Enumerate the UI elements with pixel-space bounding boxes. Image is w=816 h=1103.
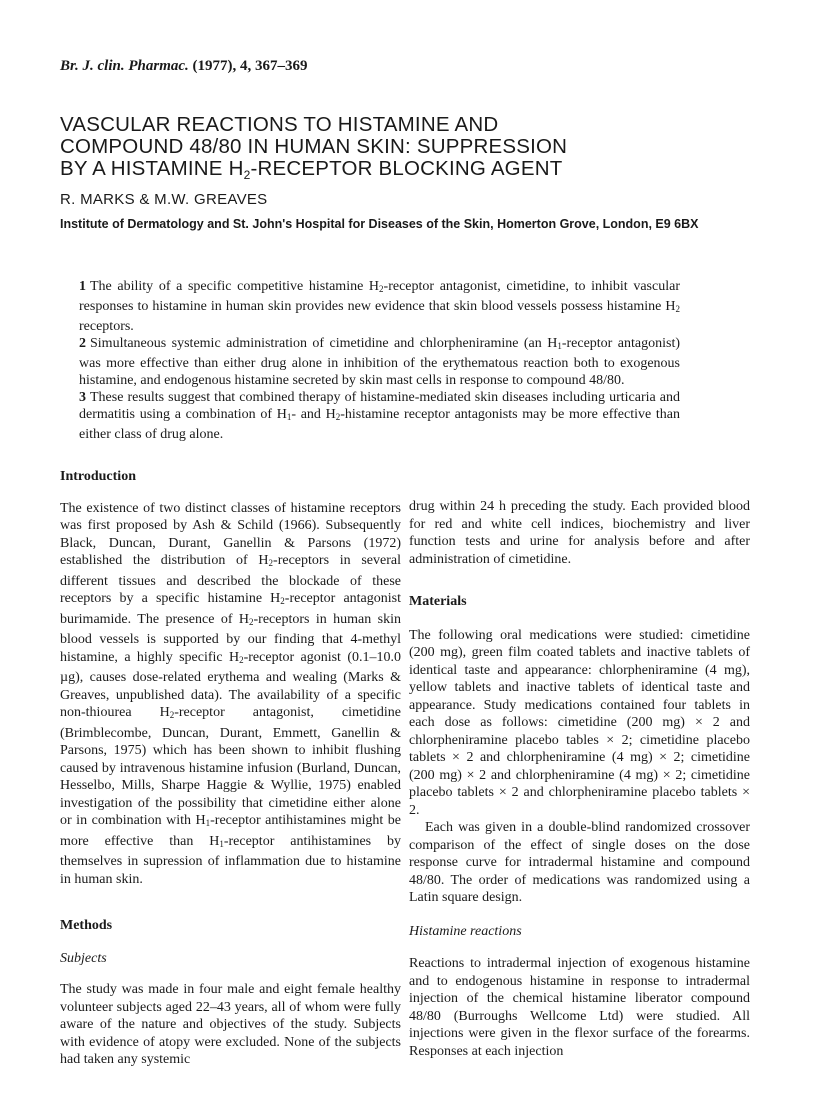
author-list: R. MARKS & M.W. GREAVES [60, 191, 268, 208]
subjects-paragraph: The study was made in four male and eight female healthy volunteer subjects aged 22–43 years, all of whom were fully aware of the nature and objectives of the study. Subjects with evidence of atopy were excluded. None of the subjects had taken any systemic [60, 982, 401, 1067]
title-line-2: COMPOUND 48/80 IN HUMAN SKIN: SUPPRESSION [60, 135, 568, 158]
materials-heading: Materials [409, 594, 467, 609]
materials-paragraph-1: The following oral medications were studied: cimetidine (200 mg), green film coated tablets and inactive tablets of identical taste and appearance: chlorpheniramine (4 mg), yellow tablets and inactive tablets of identical taste and appearance. Study medications contained four tablets in each dose as follows: cimetidine (200 mg) × 2 and chlorpheniramine placebo tables × 2; cimetidine placebo tablets × 2 and chlorpheniramine (4 mg) × 2; cimetidine (200 mg) × 2 and chlorpheniramine (4 mg) × 2; cimetidine placebo tablets × 2 and chlorpheniramine placebo tablets × 2. [409, 627, 750, 818]
right-column [409, 498, 750, 1060]
journal-name: Br. J. clin. Pharmac. [60, 58, 189, 74]
title-line-1: VASCULAR REACTIONS TO HISTAMINE AND [60, 113, 499, 136]
title-line-3: BY A HISTAMINE H2-RECEPTOR BLOCKING AGENT [60, 157, 563, 182]
summary [79, 278, 680, 443]
article-title [60, 114, 760, 186]
histamine-reactions-paragraph: Reactions to intradermal injection of exogenous histamine and to endogenous histamine in response to intradermal injection of the chemical histamine liberator compound 48/80 (Burroughs Wellcome Ltd) were studied. All injections were given in the flexor surface of the forearms. Responses at each injection [409, 956, 750, 1059]
summary-point-1: 1 The ability of a specific competitive histamine $H_2$-receptor antagonist, cimetidine, to inhibit vascular responses to histamine in human skin provides new evidence that skin blood vessels possess histamine $H_2$ receptors. [79, 279, 680, 334]
histamine-reactions-heading: Histamine reactions [409, 923, 522, 939]
materials-paragraph-2: Each was given in a double-blind randomized crossover comparison of the effect of single doses on the dose response curve for intradermal histamine and compound 48/80. The order of medications was randomized using a Latin square design. [409, 820, 750, 905]
affiliation: Institute of Dermatology and St. John's Hospital for Diseases of the Skin, Homerton Grove, London, E9 6BX [60, 217, 699, 231]
left-column [60, 468, 401, 1069]
subjects-heading: Subjects [60, 950, 107, 966]
journal-citation: (1977), 4, 367–369 [192, 58, 308, 74]
summary-point-3: 3 These results suggest that combined therapy of histamine-mediated skin diseases including urticaria and dermatitis using a combination of $H_1-$ and $H_2$-histamine receptor antagonists may be more effective than either class of drug alone. [79, 390, 681, 442]
journal-reference [60, 58, 308, 75]
introduction-heading: Introduction [60, 469, 136, 484]
subjects-continuation: drug within 24 h preceding the study. Each provided blood for red and white cell indices, biochemistry and liver function tests and urine for analysis before and after administration of cimetidine. [409, 499, 750, 567]
introduction-paragraph: The existence of two distinct classes of histamine receptors was first proposed by Ash & Schild (1966). Subsequently Black, Duncan, Durant, Ganellin & Parsons (1972) established the distribution of $H_2$-receptors in several different tissues and described the blockade of these receptors by a specific histamine $H_2$-receptor antagonist burimamide. The presence of $H_2$-receptors in human skin blood vessels is supported by our finding that 4-methyl histamine, a highly specific $H_2$-receptor agonist (0.1–10.0 µg), causes dose-related erythema and wealing (Marks & Greaves, unpublished data). The availability of a specific non-thiourea $H_2$-receptor antagonist, cimetidine (Brimblecombe, Duncan, Durant, Emmett, Ganellin & Parsons, 1975) which has been shown to inhibit flushing caused by intravenous histamine infusion (Burland, Duncan, Hesselbo, Mills, Sharpe Haggie & Wyllie, 1975) enabled investigation of the possibility that cimetidine either alone or in combination with $H_1$-receptor antihistamines might be more effective than $H_1$-receptor antihistamines by themselves in supression of inflammation due to histamine in human skin. [60, 500, 401, 887]
summary-point-2: 2 Simultaneous systemic administration of cimetidine and chlorpheniramine (an $H_1$-receptor antagonist) was more effective than either drug alone in inhibition of the erythematous reaction both to exogenous histamine, and endogenous histamine secreted by skin mast cells in response to compound 48/80. [79, 336, 680, 388]
methods-heading: Methods [60, 918, 113, 933]
